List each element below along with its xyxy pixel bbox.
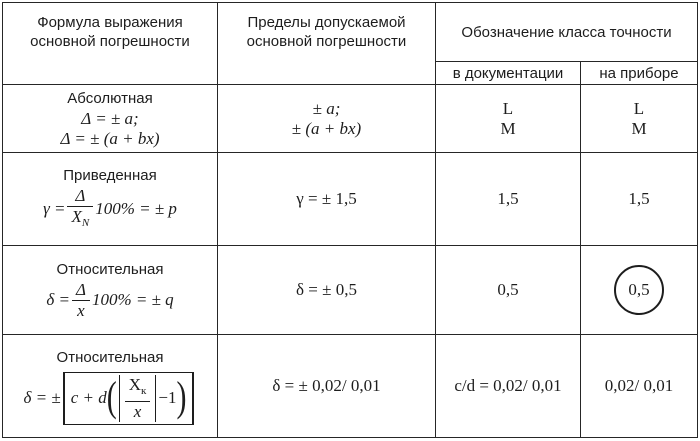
circled-class-mark bbox=[614, 265, 664, 315]
row-absolute-device bbox=[581, 85, 697, 152]
row-relative-equation bbox=[46, 280, 173, 321]
row-relative-lhs: δ = bbox=[46, 290, 70, 309]
row-reduced-fraction bbox=[67, 186, 93, 233]
row-relative-cd-num-subscript: к bbox=[141, 384, 147, 397]
row-relative-cd-doc-value: c/d = 0,02/ 0,01 bbox=[454, 376, 562, 395]
row-reduced-device-value: 1,5 bbox=[628, 189, 650, 208]
row-absolute-device-2: M bbox=[631, 118, 647, 138]
row-relative-title: Относительная bbox=[56, 260, 164, 278]
row-relative-cd-limit-value: δ = ± 0,02/ 0,01 bbox=[272, 376, 381, 395]
row-relative-doc bbox=[436, 246, 580, 334]
header-in-docs-label: в документации bbox=[452, 64, 564, 82]
row-relative-denominator: x bbox=[77, 300, 85, 320]
row-relative-limits bbox=[218, 246, 435, 334]
row-relative-cd-equation bbox=[24, 372, 197, 425]
header-class bbox=[436, 3, 697, 61]
header-formula-line2: основной погрешности bbox=[30, 33, 190, 50]
table-border-bottom bbox=[2, 437, 698, 438]
row-absolute-title: Абсолютная bbox=[67, 89, 153, 107]
row-relative-device-value: 0,5 bbox=[628, 280, 650, 299]
row-relative-cd-minus-one: −1 bbox=[158, 388, 177, 407]
row-absolute-device-1: L bbox=[633, 98, 645, 118]
row-reduced-lhs: γ = bbox=[43, 199, 66, 218]
row-relative-cd-lhs: δ = ± bbox=[23, 388, 61, 407]
row-relative-limit-value: δ = ± 0,5 bbox=[296, 280, 357, 299]
row-relative-cd-numerator bbox=[125, 375, 151, 401]
header-in-docs bbox=[436, 62, 580, 84]
square-bracket-group bbox=[63, 372, 195, 425]
row-absolute-limit-2: ± (a + bx) bbox=[291, 118, 362, 138]
header-on-device-label: на приборе bbox=[599, 64, 679, 82]
header-limits-line2: основной погрешности bbox=[246, 33, 407, 50]
row-reduced-doc bbox=[436, 153, 580, 245]
row-reduced-denominator bbox=[67, 207, 93, 233]
row-relative-cd-denominator: x bbox=[133, 401, 142, 421]
row-relative-formula bbox=[3, 246, 217, 334]
header-on-device bbox=[581, 62, 697, 84]
row-relative-cd-device-value: 0,02/ 0,01 bbox=[604, 376, 674, 395]
row-reduced-limits bbox=[218, 153, 435, 245]
header-limits-line1: Пределы допускаемой bbox=[247, 14, 406, 31]
row-reduced-device bbox=[581, 153, 697, 245]
row-absolute-formula bbox=[3, 85, 217, 152]
row-relative-cd-limits bbox=[218, 335, 435, 437]
row-relative-rhs: 100% = ± q bbox=[91, 290, 174, 309]
left-paren: ( bbox=[106, 374, 117, 421]
row-absolute-doc bbox=[436, 85, 580, 152]
header-limits bbox=[218, 3, 435, 61]
row-reduced-rhs: 100% = ± p bbox=[95, 199, 177, 218]
header-class-label: Обозначение класса точности bbox=[461, 23, 672, 41]
row-absolute-limit-1: ± a; bbox=[312, 98, 341, 118]
row-relative-numerator: Δ bbox=[75, 279, 86, 299]
row-absolute-doc-2: M bbox=[500, 118, 516, 138]
row-relative-cd-device bbox=[581, 335, 697, 437]
row-reduced-limit-value: γ = ± 1,5 bbox=[296, 189, 357, 208]
row-reduced-numerator: Δ bbox=[75, 185, 86, 205]
row-relative-doc-value: 0,5 bbox=[497, 280, 519, 299]
row-reduced-den-symbol: X bbox=[71, 206, 82, 226]
row-absolute-formula-line2: Δ = ± (a + bx) bbox=[60, 128, 160, 148]
right-paren: ) bbox=[176, 374, 187, 421]
row-reduced-title: Приведенная bbox=[63, 166, 157, 184]
row-relative-cd-num-symbol: X bbox=[128, 374, 142, 394]
table-border-right bbox=[697, 2, 698, 438]
row-reduced-doc-value: 1,5 bbox=[497, 189, 519, 208]
row-relative-cd-fraction bbox=[125, 375, 151, 422]
row-relative-cd-title: Относительная bbox=[56, 348, 164, 366]
header-formula-line1: Формула выражения bbox=[37, 14, 183, 31]
row-absolute-formula-line1: Δ = ± a; bbox=[81, 108, 139, 128]
row-absolute-limits bbox=[218, 85, 435, 152]
row-relative-cd-c-term: c + d bbox=[70, 388, 107, 407]
row-relative-cd-formula bbox=[3, 335, 217, 437]
row-reduced-equation bbox=[43, 186, 177, 233]
row-relative-fraction bbox=[72, 280, 90, 321]
absolute-value-group bbox=[119, 375, 157, 422]
row-absolute-doc-1: L bbox=[502, 98, 514, 118]
row-reduced-den-subscript: N bbox=[81, 216, 90, 229]
row-reduced-formula bbox=[3, 153, 217, 245]
row-relative-cd-doc bbox=[436, 335, 580, 437]
header-formula bbox=[3, 3, 217, 61]
row-relative-device bbox=[581, 246, 697, 334]
